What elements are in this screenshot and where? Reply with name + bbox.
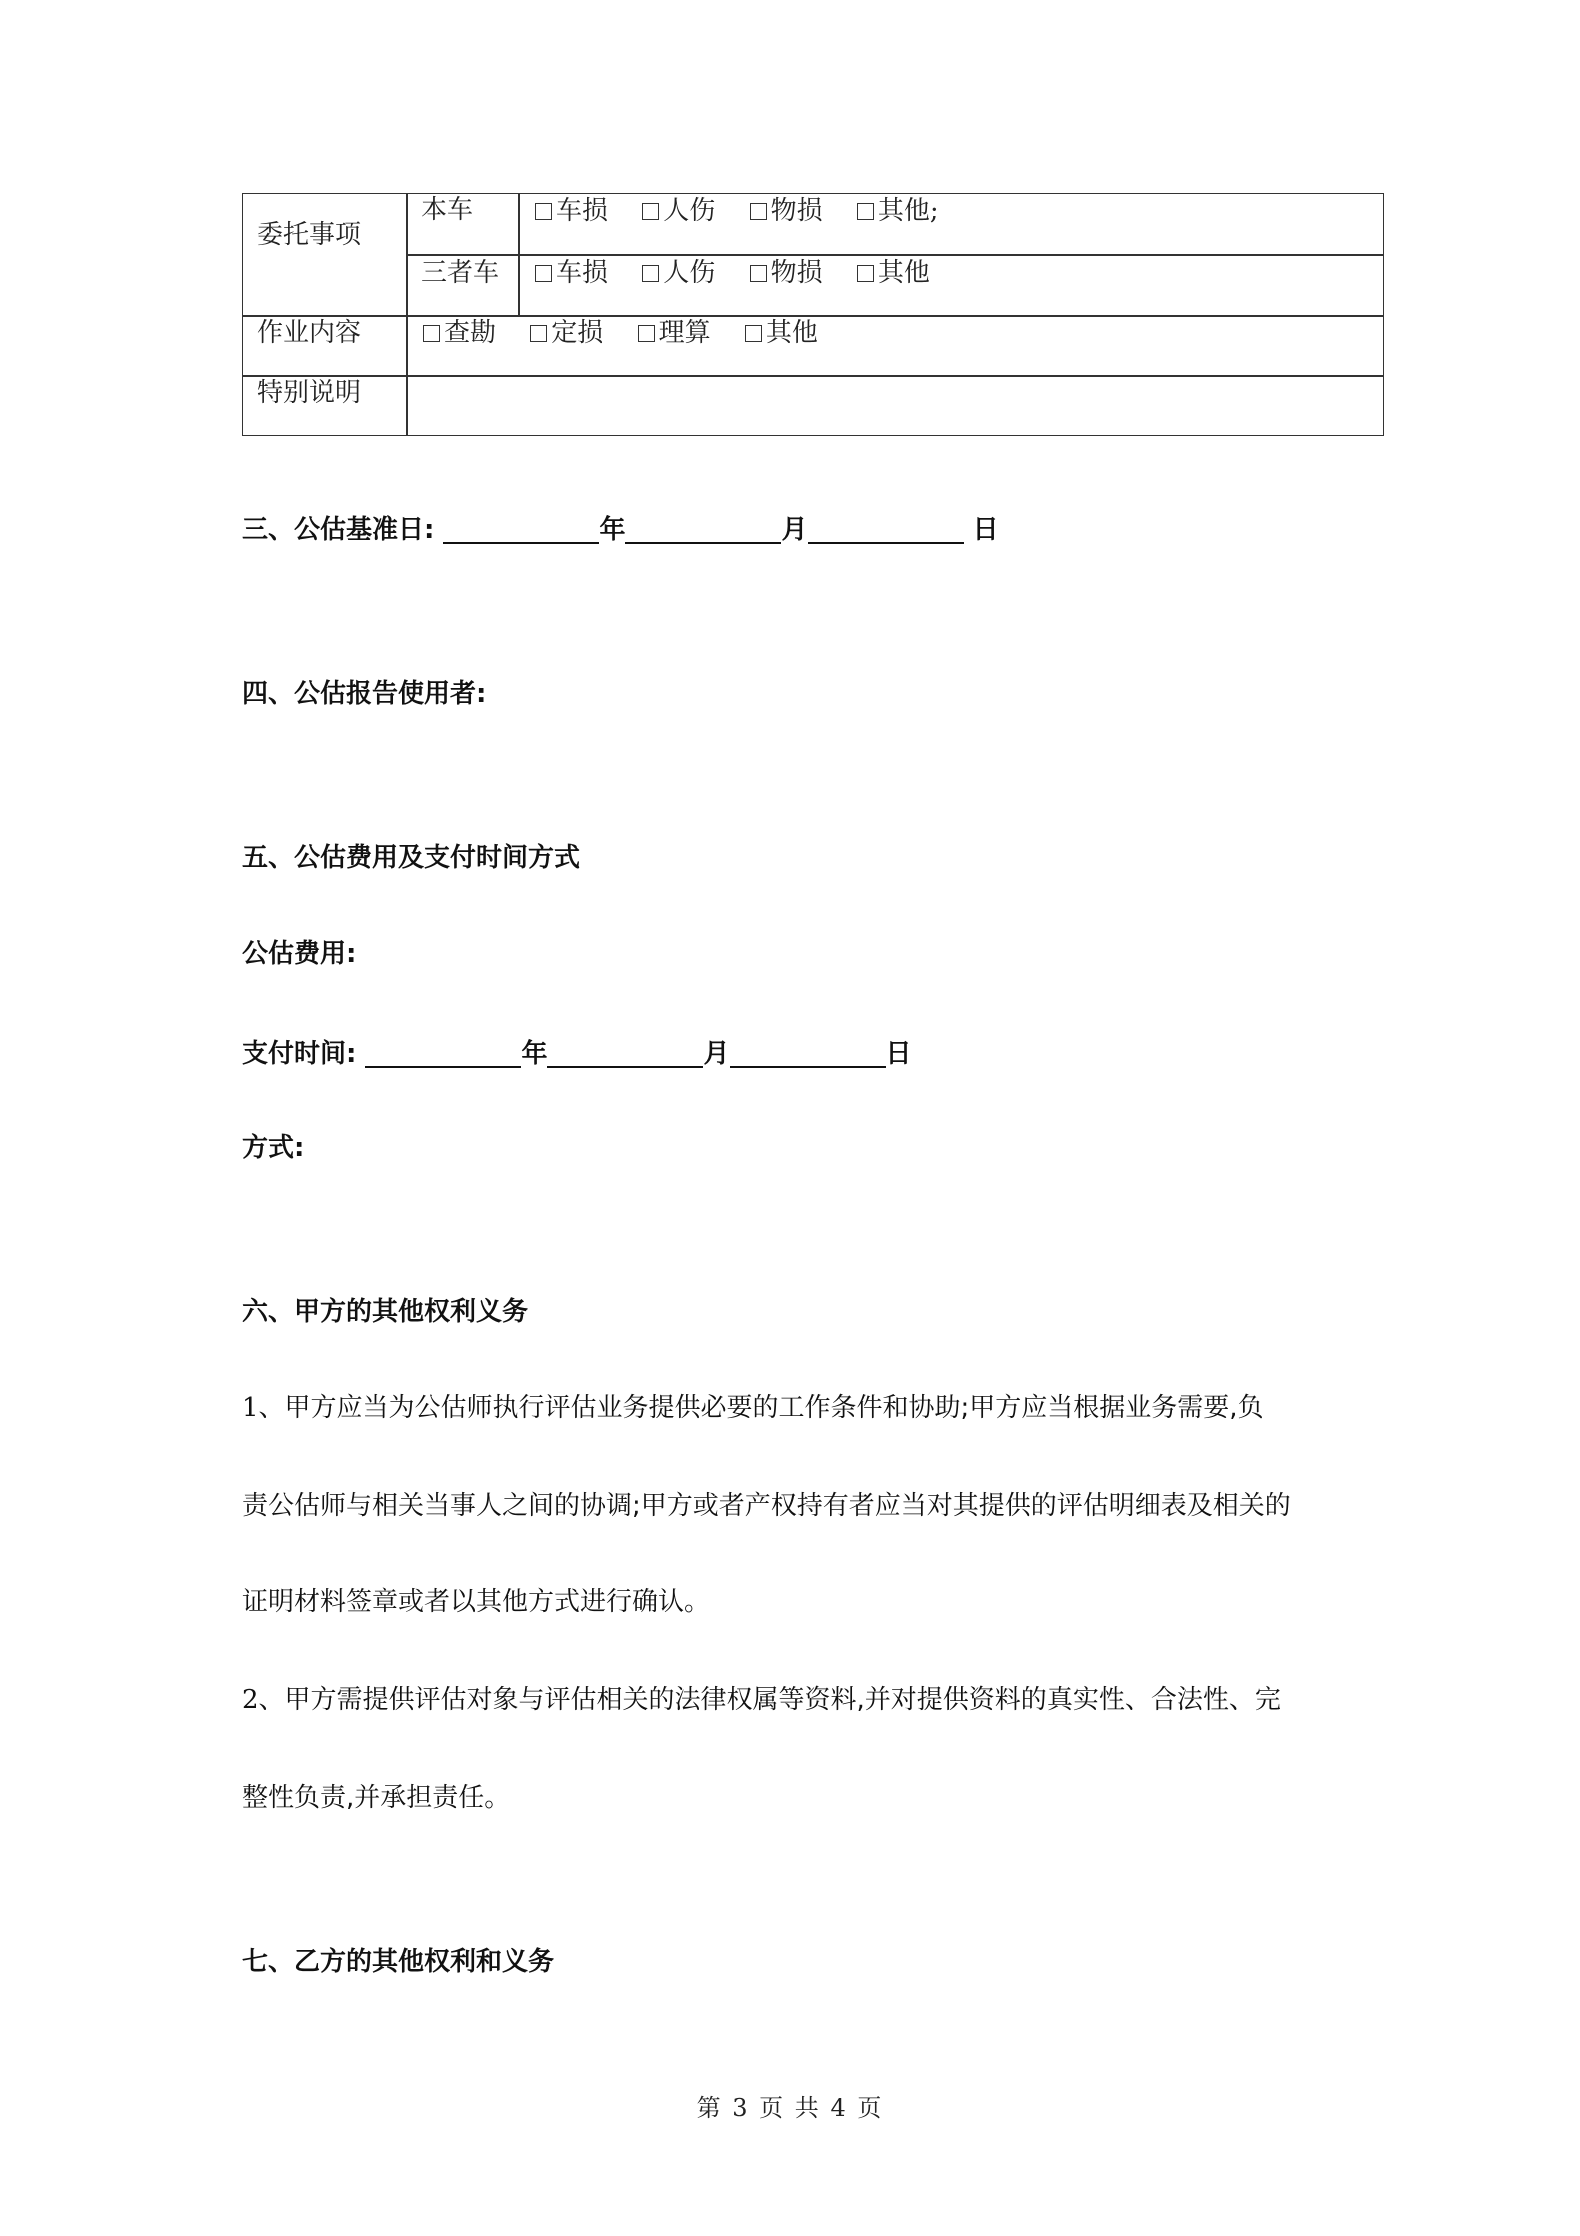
section-6-paragraph-1-line-2: 责公估师与相关当事人之间的协调;甲方或者产权持有者应当对其提供的评估明细表及相关的 bbox=[242, 1491, 1291, 1521]
checkbox-icon bbox=[857, 203, 874, 220]
checkbox-assess[interactable]: 定损 bbox=[530, 318, 603, 348]
special-note-value[interactable] bbox=[423, 376, 1373, 432]
base-date-day-label: 日 bbox=[972, 515, 999, 545]
base-date-year-blank[interactable] bbox=[443, 512, 599, 544]
work-content-label: 作业内容 bbox=[257, 318, 362, 348]
checkbox-icon bbox=[750, 203, 767, 220]
pay-year-blank[interactable] bbox=[365, 1036, 521, 1068]
pay-month-blank[interactable] bbox=[547, 1036, 703, 1068]
checkbox-third-injury[interactable]: 人伤 bbox=[642, 258, 715, 288]
section-6-paragraph-1-line-3: 证明材料签章或者以其他方式进行确认。 bbox=[242, 1587, 711, 1617]
checkbox-work-other[interactable]: 其他 bbox=[745, 318, 818, 348]
checkbox-own-damage[interactable]: 车损 bbox=[535, 196, 608, 226]
item-number: 1 bbox=[242, 1393, 259, 1423]
pay-day-blank[interactable] bbox=[730, 1036, 886, 1068]
fee-label: 公估费用: bbox=[242, 939, 357, 969]
section-6-title: 六、甲方的其他权利义务 bbox=[242, 1297, 529, 1327]
paragraph-text: 、甲方应当为公估师执行评估业务提供必要的工作条件和协助;甲方应当根据业务需要,负 bbox=[258, 1393, 1264, 1423]
base-date-month-blank[interactable] bbox=[625, 512, 781, 544]
pay-day-label: 日 bbox=[885, 1039, 912, 1069]
own-car-options bbox=[535, 194, 939, 228]
checkbox-icon bbox=[642, 203, 659, 220]
checkbox-icon bbox=[423, 325, 440, 342]
third-car-options bbox=[535, 256, 930, 290]
method-label: 方式: bbox=[242, 1133, 305, 1163]
pay-month-label: 月 bbox=[703, 1039, 730, 1069]
checkbox-icon bbox=[642, 265, 659, 282]
checkbox-third-damage[interactable]: 车损 bbox=[535, 258, 608, 288]
page-footer: 第 3 页 共 4 页 bbox=[696, 2094, 884, 2122]
checkbox-own-injury[interactable]: 人伤 bbox=[642, 196, 715, 226]
section-7-title: 七、乙方的其他权利和义务 bbox=[242, 1947, 555, 1977]
own-car-label: 本车 bbox=[421, 195, 474, 225]
item-number: 2 bbox=[242, 1685, 259, 1715]
section-4-title: 四、公估报告使用者: bbox=[242, 679, 487, 709]
payment-time bbox=[242, 1036, 912, 1072]
payment-time-label: 支付时间: bbox=[242, 1039, 357, 1069]
section-6-paragraph-2-line-1 bbox=[242, 1682, 1281, 1718]
pay-year-label: 年 bbox=[521, 1039, 548, 1069]
section-6-paragraph-1-line-1 bbox=[242, 1390, 1264, 1426]
entrust-label: 委托事项 bbox=[257, 220, 362, 250]
checkbox-icon bbox=[745, 325, 762, 342]
third-car-label: 三者车 bbox=[421, 258, 500, 288]
section-5-title: 五、公估费用及支付时间方式 bbox=[242, 843, 581, 873]
checkbox-icon bbox=[535, 265, 552, 282]
checkbox-icon bbox=[750, 265, 767, 282]
checkbox-icon bbox=[530, 325, 547, 342]
section-3-title: 三、公估基准日: bbox=[242, 515, 435, 545]
section-3-base-date bbox=[242, 512, 999, 548]
section-6-paragraph-2-line-2: 整性负责,并承担责任。 bbox=[242, 1783, 511, 1813]
checkbox-third-other[interactable]: 其他 bbox=[857, 258, 930, 288]
base-date-year-label: 年 bbox=[599, 515, 626, 545]
checkbox-third-property[interactable]: 物损 bbox=[750, 258, 823, 288]
checkbox-icon bbox=[638, 325, 655, 342]
checkbox-adjust[interactable]: 理算 bbox=[638, 318, 711, 348]
entrust-table bbox=[242, 193, 1384, 436]
checkbox-icon bbox=[535, 203, 552, 220]
checkbox-icon bbox=[857, 265, 874, 282]
base-date-month-label: 月 bbox=[781, 515, 808, 545]
checkbox-own-property[interactable]: 物损 bbox=[750, 196, 823, 226]
paragraph-text: 、甲方需提供评估对象与评估相关的法律权属等资料,并对提供资料的真实性、合法性、完 bbox=[258, 1685, 1281, 1715]
special-note-label: 特别说明 bbox=[257, 378, 362, 408]
checkbox-own-other[interactable]: 其他; bbox=[857, 196, 939, 226]
base-date-day-blank[interactable] bbox=[808, 512, 964, 544]
checkbox-survey[interactable]: 查勘 bbox=[423, 318, 496, 348]
work-content-options bbox=[423, 316, 818, 350]
